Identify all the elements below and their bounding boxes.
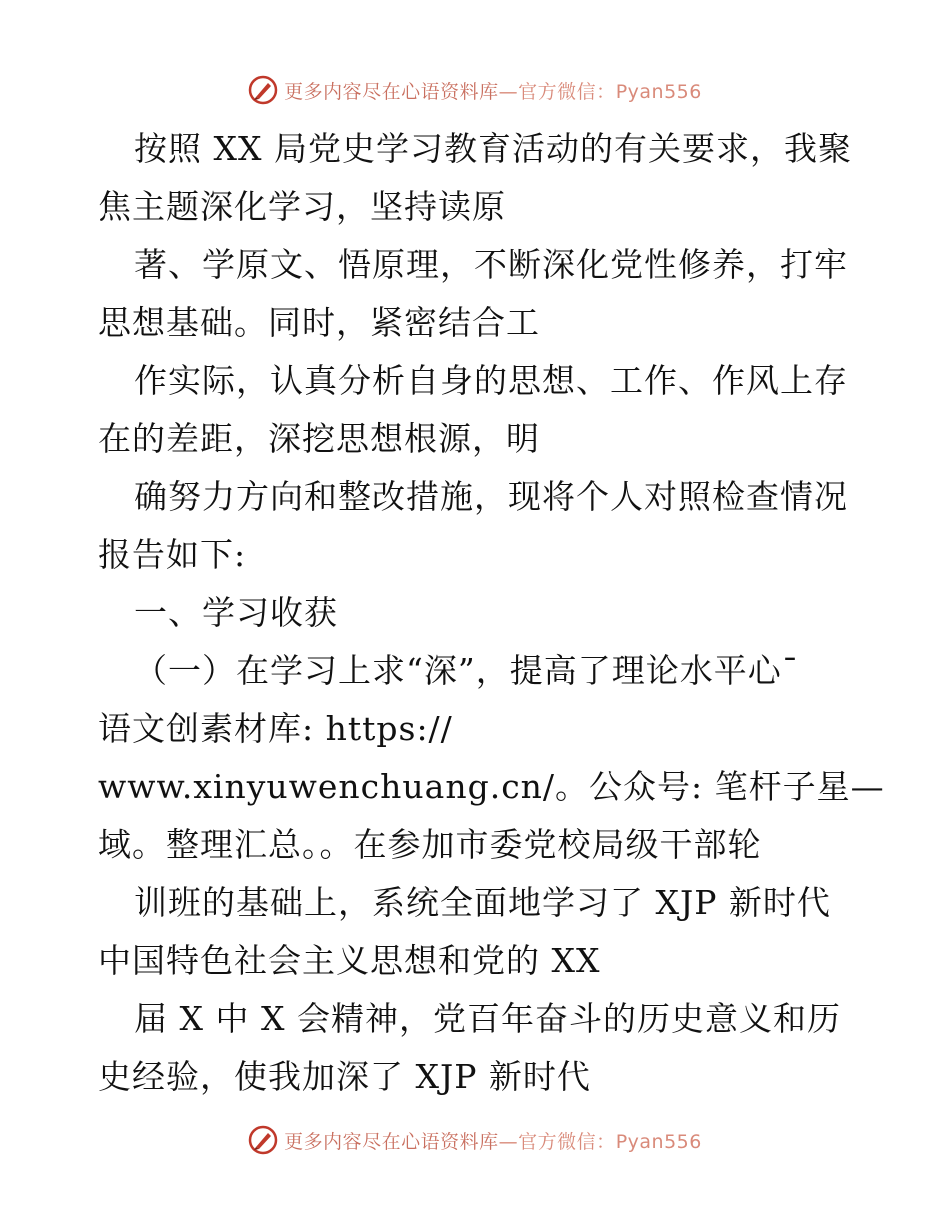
subsection-heading: （一）在学习上求“深”，提高了理论水平心¯: [134, 651, 800, 690]
body-line: 确努力方向和整改措施，现将个人对照检查情况: [134, 477, 848, 516]
body-line: 报告如下:: [98, 535, 247, 574]
pen-logo-icon: [248, 1125, 278, 1155]
body-line: 著、学原文、悟原理，不断深化党性修养，打牢: [134, 245, 848, 284]
body-line: 中国特色社会主义思想和党的 XX: [98, 941, 601, 980]
banner-label: 官方微信：: [518, 80, 616, 103]
footer-watermark-banner: [0, 1120, 950, 1160]
banner-lead-text: 更多内容尽在心语资料库: [284, 1130, 499, 1153]
banner-dash: —: [498, 80, 519, 103]
banner-handle: Pyan556: [615, 1130, 702, 1153]
document-body: [98, 120, 885, 1106]
banner-label: 官方微信：: [518, 1130, 616, 1153]
body-line: 在的差距，深挖思想根源，明: [98, 419, 540, 458]
body-line: 按照 XX 局党史学习教育活动的有关要求，我聚: [134, 129, 852, 168]
body-line: 域。整理汇总。。在参加市委党校局级干部轮: [98, 825, 762, 864]
pen-logo-icon: [248, 75, 278, 105]
body-line: 思想基础。同时，紧密结合工: [98, 303, 540, 342]
header-watermark-banner: [0, 70, 950, 110]
banner-handle: Pyan556: [615, 80, 702, 103]
body-line: 语文创素材库: https://: [98, 709, 453, 748]
banner-lead-text: 更多内容尽在心语资料库: [284, 80, 499, 103]
body-line: 史经验，使我加深了 XJP 新时代: [98, 1057, 591, 1096]
banner-dash: —: [498, 1130, 519, 1153]
body-line: 作实际，认真分析自身的思想、工作、作风上存: [134, 361, 848, 400]
body-line: 焦主题深化学习，坚持读原: [98, 187, 506, 226]
body-line: 届 X 中 X 会精神，党百年奋斗的历史意义和历: [134, 999, 841, 1038]
body-line: www.xinyuwenchuang.cn/。公众号: 笔杆子星—: [98, 767, 885, 806]
body-line: 训班的基础上，系统全面地学习了 XJP 新时代: [134, 883, 831, 922]
section-heading: 一、学习收获: [134, 593, 338, 632]
